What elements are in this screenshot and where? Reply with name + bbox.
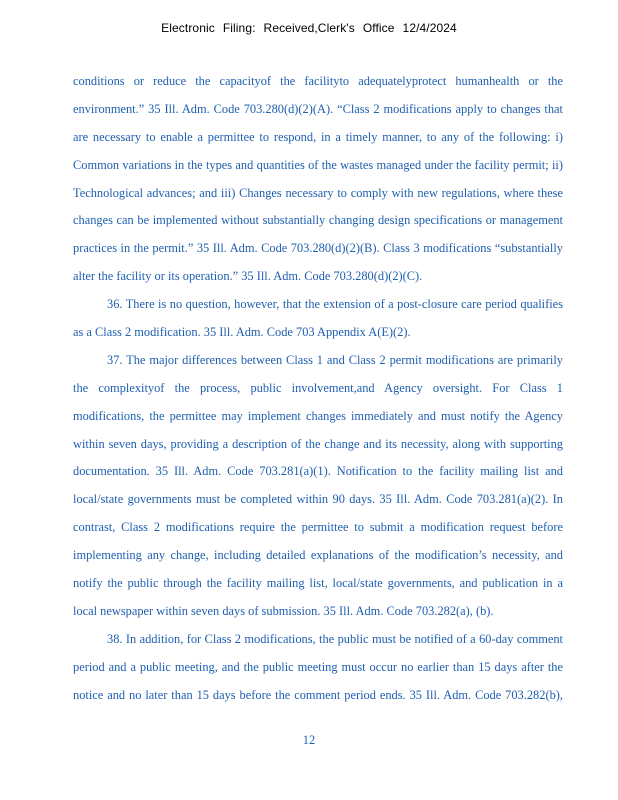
header-electronic: Electronic: [161, 21, 215, 35]
text-line: practices in the permit.” 35 Ill. Adm. Code 703.280(d)(2)(B). Class 3 modifications “substantially: [73, 241, 563, 256]
page-number: 12: [302, 733, 316, 747]
text-line: the complexityof the process, public involvement,and Agency oversight. For Class 1: [73, 380, 563, 395]
text-line: implementing any change, including detailed explanations of the modification’s necessity, and: [73, 548, 563, 563]
text-line: local newspaper within seven days of submission. 35 Ill. Adm. Code 703.282(a), (b).: [73, 603, 494, 618]
paragraph-37-line: 37. The major differences between Class 1 and Class 2 permit modifications are primarily: [107, 352, 563, 367]
text-line: are necessary to enable a permittee to respond, in a timely manner, to any of the following: i): [73, 129, 563, 144]
text-line: changes can be implemented without substantially changing design specifications or management: [73, 213, 563, 228]
text-line: notify the public through the facility mailing list, local/state governments, and publication in a: [73, 576, 563, 591]
text-line: local/state governments must be completed within 90 days. 35 Ill. Adm. Code 703.281(a)(2). In: [73, 492, 563, 507]
body-text: [73, 68, 563, 709]
text-line: period and a public meeting, and the public meeting must occur no earlier than 15 days after the: [73, 659, 563, 674]
text-line: documentation. 35 Ill. Adm. Code 703.281(a)(1). Notification to the facility mailing list and: [73, 464, 563, 479]
text-line: conditions or reduce the capacityof the facilityto adequatelyprotect humanhealth or the: [73, 74, 563, 88]
header-date: 12/4/2024: [402, 21, 457, 35]
paragraph-38-line: 38. In addition, for Class 2 modifications, the public must be notified of a 60-day comment: [107, 631, 563, 646]
text-line: Common variations in the types and quantities of the wastes managed under the facility permit; ii): [73, 157, 563, 172]
paragraph-36-line: 36. There is no question, however, that the extension of a post-closure care period qualifies: [107, 297, 563, 312]
text-line: environment.” 35 Ill. Adm. Code 703.280(d)(2)(A). “Class 2 modifications apply to changes that: [73, 101, 563, 116]
header-filing: Filing:: [222, 21, 256, 35]
text-line: notice and no later than 15 days before the comment period ends. 35 Ill. Adm. Code 703.282(b),: [73, 687, 563, 702]
header-received: Received,Clerk's: [263, 21, 355, 35]
text-line: Technological advances; and iii) Changes necessary to comply with new regulations, where these: [73, 185, 563, 200]
text-line: within seven days, providing a description of the change and its necessity, along with supporting: [73, 436, 563, 451]
text-line: modifications, the permittee may implement changes immediately and must notify the Agency: [73, 408, 563, 423]
text-line: contrast, Class 2 modifications require the permittee to submit a modification request before: [73, 520, 563, 535]
filing-header: [0, 21, 618, 35]
text-line: as a Class 2 modification. 35 Ill. Adm. Code 703 Appendix A(E)(2).: [73, 325, 411, 340]
text-line: alter the facility or its operation.” 35 Ill. Adm. Code 703.280(d)(2)(C).: [73, 269, 423, 284]
header-office: Office: [362, 21, 395, 35]
